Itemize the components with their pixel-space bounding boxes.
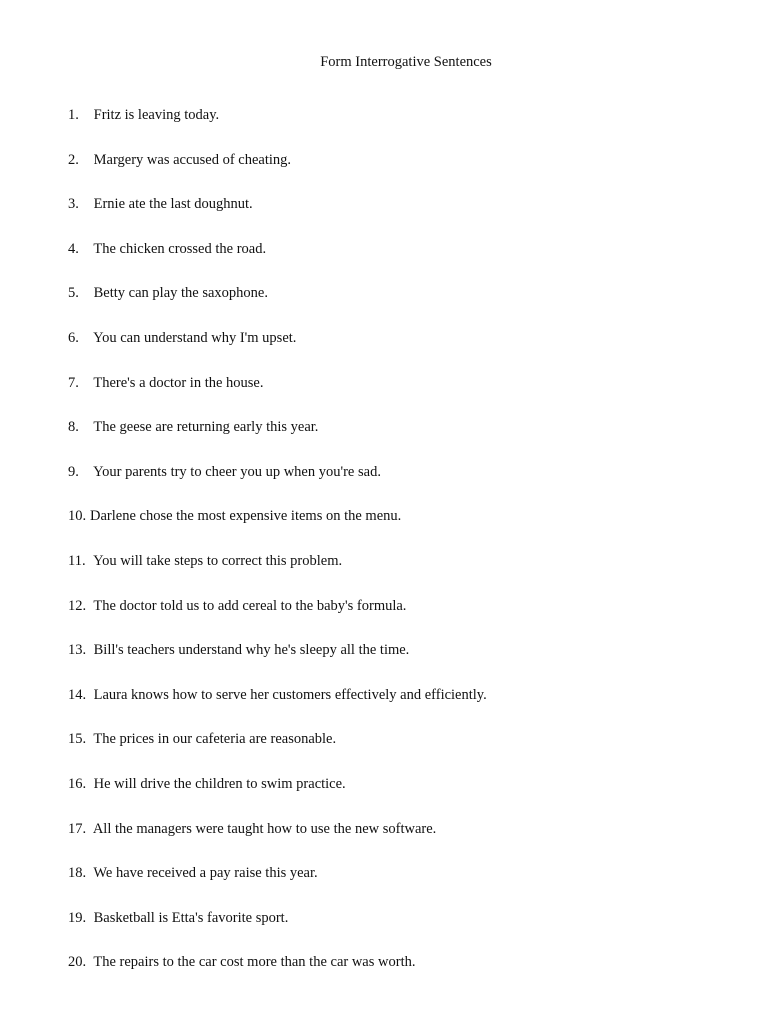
list-item: [68, 953, 487, 971]
item-text: You will take steps to correct this problem.: [93, 552, 343, 569]
list-item: [68, 641, 487, 686]
list-item: [68, 686, 487, 731]
item-text: You can understand why I'm upset.: [93, 329, 297, 346]
item-number: 5.: [68, 285, 79, 302]
item-number: 8.: [68, 419, 79, 436]
list-item: [68, 374, 487, 419]
item-text: Fritz is leaving today.: [93, 107, 220, 123]
item-number: 16.: [68, 775, 87, 792]
item-number: 10.: [68, 508, 87, 525]
list-item: [68, 597, 487, 642]
item-text: The prices in our cafeteria are reasonable.: [93, 731, 337, 748]
item-text: He will drive the children to swim practice.: [93, 775, 346, 792]
sentence-list: [68, 106, 487, 971]
list-item: [68, 240, 487, 285]
item-text: Bill's teachers understand why he's sleepy all the time.: [93, 642, 410, 659]
item-text: The repairs to the car cost more than the car was worth.: [93, 954, 416, 971]
item-text: Margery was accused of cheating.: [93, 151, 292, 168]
item-text: Ernie ate the last doughnut.: [93, 196, 253, 213]
item-text: The chicken crossed the road.: [93, 240, 267, 257]
item-number: 13.: [68, 642, 87, 659]
item-text: The geese are returning early this year.: [93, 419, 319, 436]
list-item: [68, 463, 487, 508]
list-item: [68, 507, 487, 552]
item-number: 20.: [68, 954, 87, 971]
item-text: The doctor told us to add cereal to the baby's formula.: [93, 597, 407, 614]
item-number: 18.: [68, 865, 87, 882]
list-item: [68, 909, 487, 954]
list-item: [68, 820, 487, 865]
item-number: 7.: [68, 374, 79, 391]
item-text: Basketball is Etta's favorite sport.: [93, 909, 289, 926]
list-item: [68, 864, 487, 909]
list-item: [68, 775, 487, 820]
list-item: [68, 552, 487, 597]
list-item: [68, 284, 487, 329]
item-text: We have received a pay raise this year.: [93, 865, 318, 882]
item-number: 11.: [68, 552, 86, 569]
item-number: 6.: [68, 329, 79, 346]
item-number: 2.: [68, 151, 79, 168]
item-text: Betty can play the saxophone.: [93, 285, 268, 302]
item-number: 1.: [68, 107, 79, 123]
list-item: [68, 730, 487, 775]
item-number: 19.: [68, 909, 87, 926]
item-text: Your parents try to cheer you up when you're sad.: [93, 463, 381, 480]
item-number: 4.: [68, 240, 79, 257]
item-number: 12.: [68, 597, 87, 614]
item-number: 15.: [68, 731, 87, 748]
item-number: 17.: [68, 820, 87, 837]
item-text: Laura knows how to serve her customers effectively and efficiently.: [93, 686, 487, 703]
list-item: [68, 418, 487, 463]
item-text: All the managers were taught how to use the new software.: [92, 820, 437, 837]
list-item: [68, 151, 487, 196]
document-title: Form Interrogative Sentences: [320, 54, 492, 70]
list-item: [68, 195, 487, 240]
list-item: [68, 106, 487, 151]
item-number: 9.: [68, 463, 79, 480]
item-text: Darlene chose the most expensive items on the menu.: [90, 508, 402, 525]
list-item: [68, 329, 487, 374]
item-number: 14.: [68, 686, 87, 703]
item-number: 3.: [68, 196, 79, 213]
item-text: There's a doctor in the house.: [93, 374, 264, 391]
